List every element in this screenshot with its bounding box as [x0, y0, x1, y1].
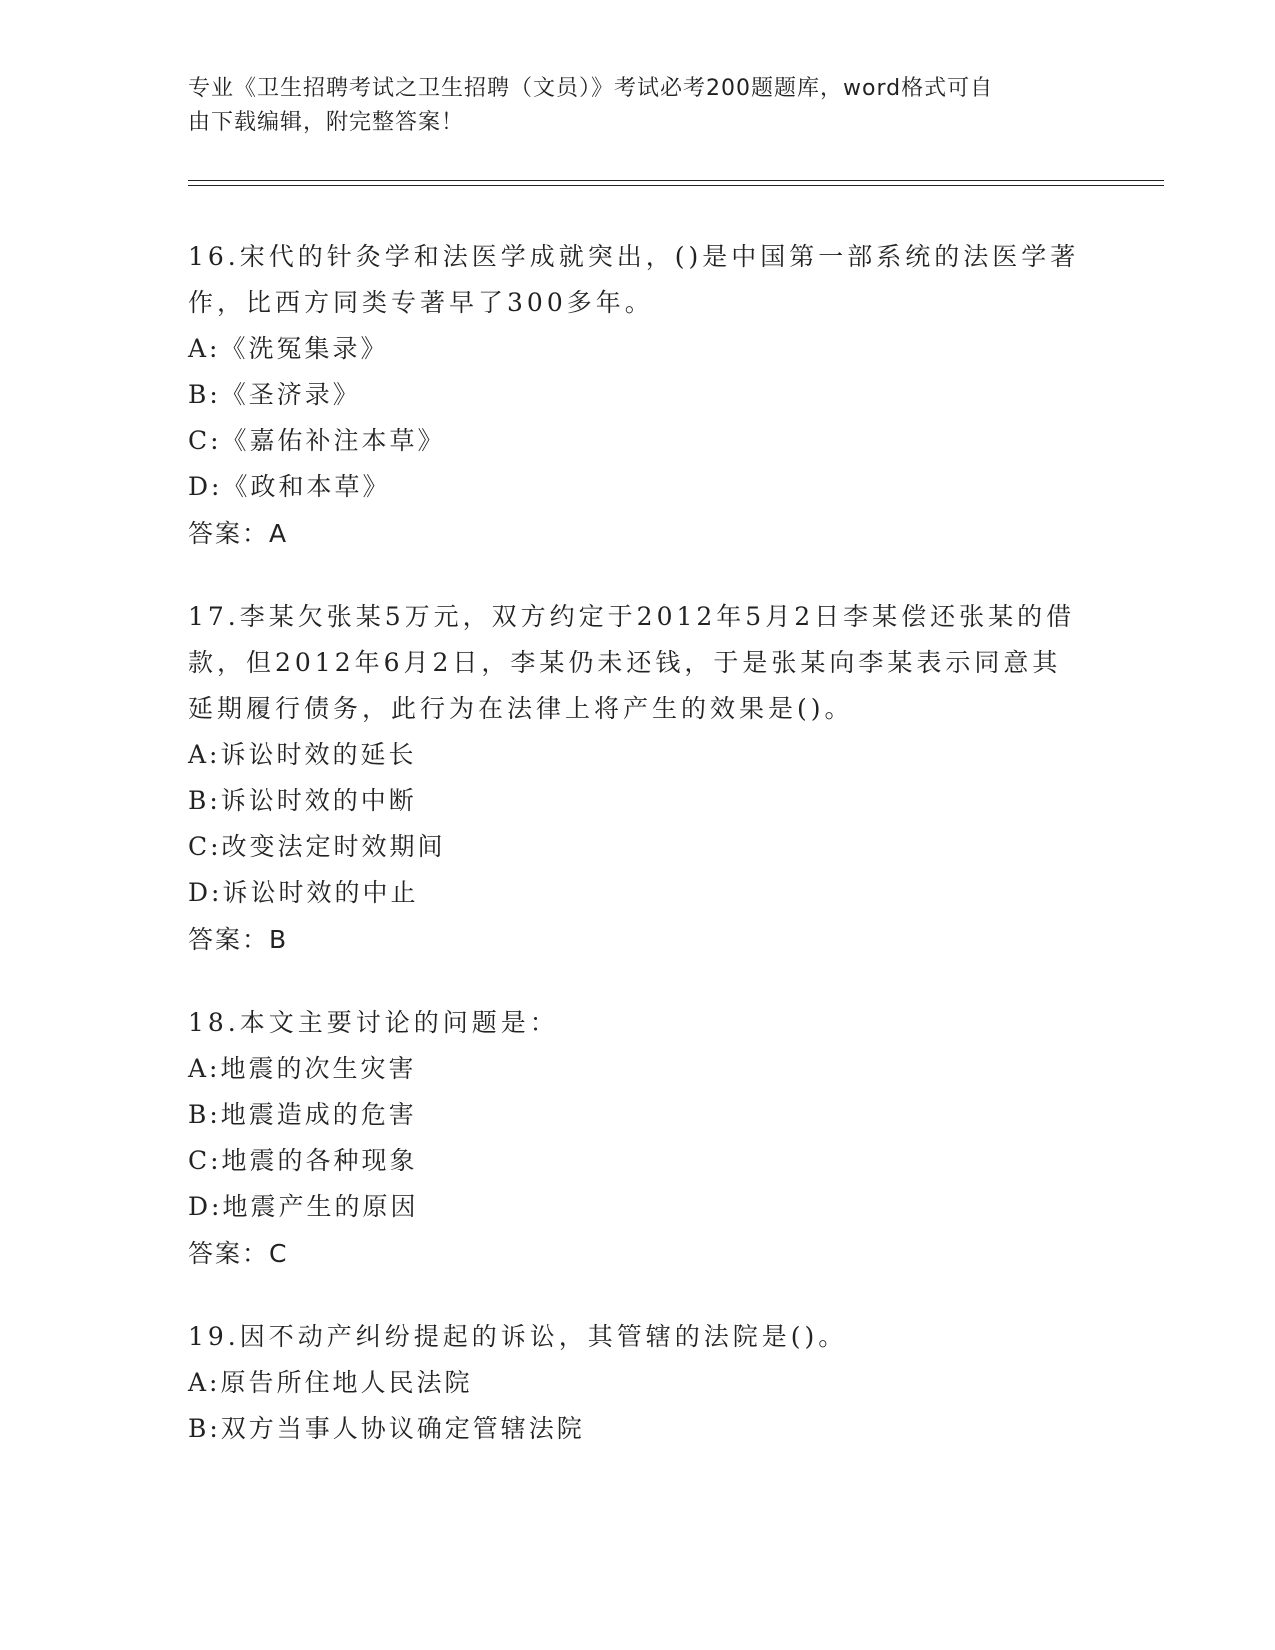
question-18 [188, 1000, 1088, 1278]
option-c: C:地震的各种现象 [188, 1146, 418, 1175]
question-text: 17.李某欠张某5万元，双方约定于2012年5月2日李某偿还张某的借款，但2012年6月2日，李某仍未还钱，于是张某向李某表示同意其延期履行债务，此行为在法律上将产生的效果是()。 [188, 602, 1076, 723]
option-c: C:改变法定时效期间 [188, 832, 446, 861]
option-a: A:《洗冤集录》 [188, 334, 389, 363]
option-d: D:《政和本草》 [188, 472, 391, 501]
question-16 [188, 234, 1088, 558]
option-b: B:诉讼时效的中断 [188, 786, 417, 815]
option-a: A:原告所住地人民法院 [188, 1368, 473, 1397]
header-double-rule [188, 180, 1164, 186]
question-17 [188, 594, 1088, 964]
question-list [188, 234, 1088, 1488]
option-a: A:诉讼时效的延长 [188, 740, 417, 769]
header-line-2: 由下载编辑，附完整答案！ [188, 110, 465, 135]
answer-line: 答案：C [188, 1239, 289, 1268]
option-b: B:《圣济录》 [188, 380, 361, 409]
question-text: 16.宋代的针灸学和法医学成就突出，()是中国第一部系统的法医学著作，比西方同类专著早了300多年。 [188, 242, 1080, 317]
document-header [188, 72, 1088, 140]
question-text: 18.本文主要讨论的问题是： [188, 1008, 559, 1037]
option-b: B:双方当事人协议确定管辖法院 [188, 1414, 585, 1443]
answer-line: 答案：B [188, 925, 289, 954]
option-b: B:地震造成的危害 [188, 1100, 417, 1129]
option-d: D:诉讼时效的中止 [188, 878, 419, 907]
header-line-1: 专业《卫生招聘考试之卫生招聘（文员）》考试必考200题题库，word格式可自 [188, 76, 994, 101]
option-a: A:地震的次生灾害 [188, 1054, 417, 1083]
question-text: 19.因不动产纠纷提起的诉讼，其管辖的法院是()。 [188, 1322, 848, 1351]
question-19 [188, 1314, 1088, 1452]
answer-line: 答案：A [188, 519, 289, 548]
option-c: C:《嘉佑补注本草》 [188, 426, 446, 455]
option-d: D:地震产生的原因 [188, 1192, 419, 1221]
